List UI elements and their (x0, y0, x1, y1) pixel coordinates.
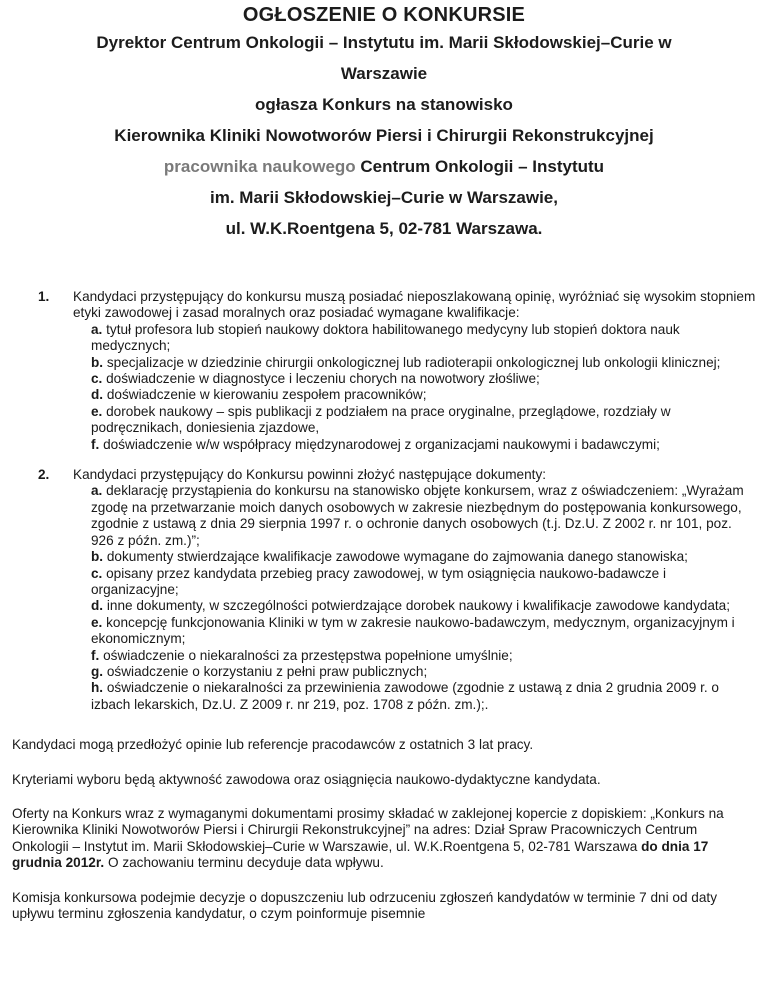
list-item (73, 322, 756, 355)
item-text: doświadczenie w/w współpracy międzynarodowej z organizacjami naukowymi i badawczymi; (99, 436, 660, 452)
section-intro: Kandydaci przystępujący do konkursu muszą posiadać nieposzlakowaną opinię, wyróżniać się wysokim stopniem etyki zawodowej i zasad moralnych oraz posiadać wymagane kwalifikacje: (73, 289, 756, 321)
item-letter: f. (91, 436, 100, 452)
page-title: OGŁOSZENIE O KONKURSIE (242, 4, 526, 26)
item-letter: b. (91, 354, 104, 370)
item-text: doświadczenie w diagnostyce i leczeniu chorych na nowotwory złośliwe; (102, 371, 540, 387)
header-address-line: ul. W.K.Roentgena 5, 02-781 Warszawa. (225, 219, 543, 238)
header-employee-gray-text: pracownika naukowego (163, 157, 356, 176)
header-city-line: Warszawie (340, 64, 428, 83)
section-intro: Kandydaci przystępujący do Konkursu powinni złożyć następujące dokumenty: (73, 467, 547, 483)
item-letter: f. (91, 647, 100, 663)
list-item (73, 355, 756, 371)
section-qualifications (0, 289, 768, 453)
item-text: koncepcję funkcjonowania Kliniki w tym w zakresie naukowo-badawczym, medycznym, organizacyjnym i ekonomicznym; (91, 614, 735, 647)
submission-end-text: O zachowaniu terminu decyduje data wpływu. (104, 855, 384, 871)
item-text: opisany przez kandydata przebieg pracy zawodowej, w tym osiągnięcia naukowo-badawcze i organizacyjne; (91, 565, 667, 597)
list-item (73, 387, 756, 403)
section-documents (0, 467, 768, 713)
item-text: dokumenty stwierdzające kwalifikacje zawodowe wymagane do zajmowania danego stanowiska; (103, 549, 688, 565)
header-employee-rest-text: Centrum Onkologii – Instytutu (355, 157, 605, 176)
list-item (73, 648, 756, 664)
item-letter: e. (91, 403, 103, 419)
list-item (73, 483, 756, 549)
item-text: dorobek naukowy – spis publikacji z podziałem na prace oryginalne, przeglądowe, rozdziały w podręcznikach, doniesienia zjazdowe, (91, 403, 671, 436)
requirements-list (0, 289, 768, 713)
item-text: deklarację przystąpienia do konkursu na stanowisko objęte konkursem, wraz z oświadczeniem: „Wyrażam zgodę na przetwarzanie moich danych osobowych w zakresie niezbędnym do postępowania konkursowego, zgodnie z ustawą z dnia 29 sierpnia 1997 r. o ochronie danych osobowych (t.j. Dz.U. Z 2002 r. nr 101, poz. 926 z późn. zm.)”; (91, 483, 744, 548)
list-item (73, 598, 756, 614)
list-item (73, 549, 756, 565)
item-letter: d. (91, 598, 104, 614)
header-director-line: Dyrektor Centrum Onkologii – Instytutu im. Marii Skłodowskiej–Curie w (96, 33, 672, 52)
section-number: 1. (38, 289, 50, 304)
item-letter: a. (91, 483, 103, 499)
item-text: oświadczenie o niekaralności za przewinienia zawodowe (zgodnie z ustawą z dnia 2 grudnia 2009 r. o izbach lekarskich, Dz.U. Z 2009 r. nr 219, poz. 1708 z późn. zm.);. (91, 680, 719, 712)
item-text: oświadczenie o niekaralności za przestępstwa popełnione umyślnie; (99, 647, 513, 663)
item-letter: c. (91, 371, 103, 387)
list-item (73, 680, 756, 713)
header-announces-line: ogłasza Konkurs na stanowisko (255, 95, 513, 114)
item-letter: d. (91, 387, 104, 403)
header-position-line: Kierownika Kliniki Nowotworów Piersi i Chirurgii Rekonstrukcyjnej (114, 126, 654, 145)
list-item (73, 404, 756, 437)
committee-paragraph: Komisja konkursowa podejmie decyzje o dopuszczeniu lub odrzuceniu zgłoszeń kandydatów w terminie 7 dni od daty upływu terminu zgłoszenia kandydatur, o czym poinformuje pisemnie (12, 889, 718, 921)
criteria-paragraph: Kryteriami wyboru będą aktywność zawodowa oraz osiągnięcia naukowo-dydaktyczne kandydata. (12, 771, 601, 787)
item-text: inne dokumenty, w szczególności potwierdzające dorobek naukowy i kwalifikacje zawodowe kandydata; (103, 598, 730, 614)
section-number: 2. (38, 467, 50, 483)
item-text: tytuł profesora lub stopień naukowy doktora habilitowanego medycyny lub stopień doktora nauk medycznych; (91, 321, 680, 354)
item-text: oświadczenie o korzystaniu z pełni praw publicznych; (103, 663, 428, 679)
header-institute-line: im. Marii Skłodowskiej–Curie w Warszawie, (210, 188, 558, 207)
item-letter: a. (91, 321, 103, 337)
list-item (73, 371, 756, 387)
item-letter: b. (91, 549, 104, 565)
item-text: doświadczenie w kierowaniu zespołem pracowników; (103, 387, 427, 403)
list-item (73, 566, 756, 599)
item-letter: h. (91, 680, 104, 696)
item-text: specjalizacje w dziedzinie chirurgii onkologicznej lub radioterapii onkologicznej lub onkologii klinicznej; (103, 354, 721, 370)
item-letter: e. (91, 614, 103, 630)
submission-paragraph (0, 806, 768, 872)
deadline-text: do dnia 17 grudnia 2012r. (12, 838, 709, 871)
list-item (73, 615, 756, 648)
header-employee-line (0, 156, 768, 177)
list-item (73, 437, 756, 453)
references-paragraph: Kandydaci mogą przedłożyć opinie lub referencje pracodawców z ostatnich 3 lat pracy. (12, 737, 534, 753)
item-letter: c. (91, 565, 103, 581)
list-item (73, 664, 756, 680)
announcement-header (0, 0, 768, 239)
submission-text: Oferty na Konkurs wraz z wymaganymi dokumentami prosimy składać w zaklejonej kopercie z dopiskiem: „Konkurs na Kierownika Kliniki Nowotworów Piersi i Chirurgii Rekonstrukcyjnej” na adres: Dział Spraw Pracowniczych Centrum Onkologii – Instytut im. Marii Skłodowskiej–Curie w Warszawie, ul. W.K.Roentgena 5, 02-781 Warszawa (12, 805, 724, 854)
item-letter: g. (91, 663, 104, 679)
